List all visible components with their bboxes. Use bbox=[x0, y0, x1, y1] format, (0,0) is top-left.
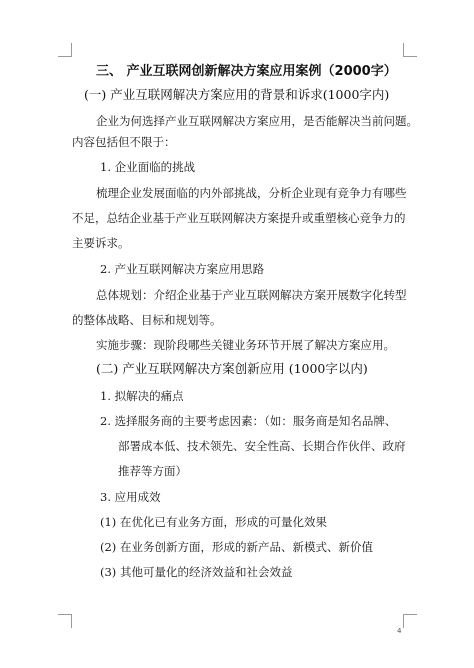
crop-mark-top-left-v bbox=[71, 43, 72, 57]
section1-intro-line1: 企业为何选择产业互联网解决方案应用，是否能解决当前问题。 bbox=[96, 114, 418, 128]
section2-item2-line3: 推荐等方面） bbox=[118, 464, 187, 478]
section1-item2-title: 2. 产业互联网解决方案应用思路 bbox=[100, 262, 265, 276]
section1-item1-title: 1. 企业面临的挑战 bbox=[100, 160, 196, 174]
section1-item2-body-line3: 实施步骤：现阶段哪些关键业务环节开展了解决方案应用。 bbox=[96, 338, 395, 352]
page-title: 三、 产业互联网创新解决方案应用案例（2000字） bbox=[96, 64, 397, 79]
crop-mark-bottom-right-h bbox=[403, 614, 417, 615]
crop-mark-bottom-left-v bbox=[71, 614, 72, 628]
crop-mark-top-left-h bbox=[58, 56, 72, 57]
section2-heading: (二) 产业互联网解决方案创新应用 (1000字以内) bbox=[96, 361, 368, 376]
crop-mark-top-right-h bbox=[403, 56, 417, 57]
section1-item1-body-line1: 梳理企业发展面临的内外部挑战，分析企业现有竞争力有哪些 bbox=[96, 186, 407, 200]
crop-mark-top-right-v bbox=[403, 43, 404, 57]
page-number: 4 bbox=[397, 627, 402, 635]
section2-subitem-3: (3) 其他可量化的经济效益和社会效益 bbox=[100, 565, 293, 579]
crop-mark-bottom-right-v bbox=[403, 614, 404, 628]
crop-mark-bottom-left-h bbox=[58, 614, 72, 615]
section2-subitem-2: (2) 在业务创新方面，形成的新产品、新模式、新价值 bbox=[100, 540, 373, 554]
section2-subitem-1: (1) 在优化已有业务方面，形成的可量化效果 bbox=[100, 515, 327, 529]
section1-item2-body-line1: 总体规划：介绍企业基于产业互联网解决方案开展数字化转型 bbox=[96, 288, 407, 302]
section1-heading: (一) 产业互联网解决方案应用的背景和诉求(1000字内) bbox=[84, 87, 390, 102]
section2-item3: 3. 应用成效 bbox=[100, 490, 161, 504]
section2-item2-line1: 2. 选择服务商的主要考虑因素：（如：服务商是知名品牌、 bbox=[100, 414, 397, 428]
section1-item2-body-line2: 的整体战略、目标和规划等。 bbox=[72, 313, 222, 327]
section1-item1-body-line3: 主要诉求。 bbox=[72, 236, 130, 250]
section1-intro-line2: 内容包括但不限于： bbox=[72, 135, 176, 149]
section2-item1: 1. 拟解决的痛点 bbox=[100, 389, 184, 403]
section2-item2-line2: 部署成本低、技术领先、安全性高、长期合作伙伴、政府 bbox=[118, 439, 406, 453]
section1-item1-body-line2: 不足，总结企业基于产业互联网解决方案提升或重塑核心竞争力的 bbox=[72, 211, 406, 225]
